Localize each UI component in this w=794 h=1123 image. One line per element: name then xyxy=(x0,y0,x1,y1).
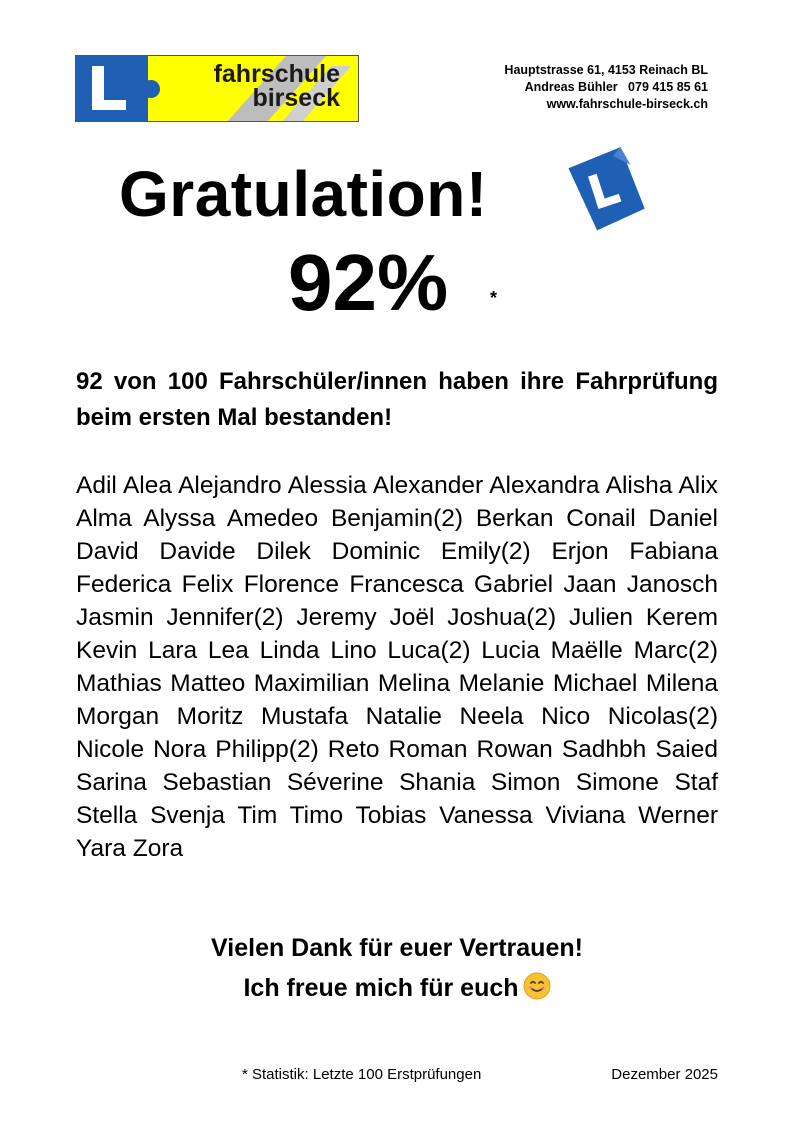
smiling-face-icon xyxy=(523,972,551,1000)
graduate-name: Matteo xyxy=(170,670,246,697)
graduate-name: Linda xyxy=(259,637,320,664)
graduate-name: Morgan xyxy=(76,703,160,730)
graduate-name: Maëlle xyxy=(550,637,623,664)
graduate-name: Janosch xyxy=(626,571,719,598)
graduate-name: Marc(2) xyxy=(633,637,718,664)
graduate-name: Rowan xyxy=(476,736,553,763)
graduate-name: Daniel xyxy=(648,505,718,532)
graduate-name: Lea xyxy=(207,637,249,664)
graduate-name: Timo xyxy=(289,802,344,829)
contact-block xyxy=(504,62,708,113)
graduate-name: Lara xyxy=(148,637,198,664)
logo xyxy=(75,55,359,122)
graduate-name: Erjon xyxy=(551,538,609,565)
graduate-name: Jaan xyxy=(563,571,617,598)
graduate-name: Jeremy xyxy=(296,604,377,631)
graduate-name: Simone xyxy=(575,769,659,796)
graduate-name: Svenja xyxy=(150,802,225,829)
graduate-name: Emily(2) xyxy=(440,538,531,565)
logo-line-1: fahrschule xyxy=(213,60,340,88)
statistic-footnote: * Statistik: Letzte 100 Erstprüfungen xyxy=(242,1066,482,1083)
graduate-name: Tim xyxy=(237,802,278,829)
graduate-name: Davide xyxy=(159,538,236,565)
graduate-name: Nicole xyxy=(76,736,145,763)
graduate-name: Florence xyxy=(243,571,340,598)
graduate-name: Sadhbh xyxy=(561,736,647,763)
page-title: Gratulation! xyxy=(119,158,488,230)
graduate-name: David xyxy=(76,538,139,565)
graduate-name: Nico xyxy=(541,703,591,730)
graduate-name: Sebastian xyxy=(162,769,272,796)
logo-line-2: birseck xyxy=(252,84,340,112)
graduate-name: Alix xyxy=(678,472,718,499)
graduate-name: Jasmin xyxy=(76,604,154,631)
graduate-name: Benjamin(2) xyxy=(330,505,464,532)
success-statement: 92 von 100 Fahrschüler/innen haben ihre Fahrprüfung beim ersten Mal bestanden! xyxy=(76,368,718,431)
graduate-name: Julien xyxy=(569,604,634,631)
graduate-name: Nicolas(2) xyxy=(607,703,718,730)
graduate-name: Roman xyxy=(388,736,468,763)
success-rate-asterisk: * xyxy=(490,288,498,308)
graduate-name: Séverine xyxy=(286,769,384,796)
graduate-name: Alexander xyxy=(372,472,484,499)
graduate-name: Federica xyxy=(76,571,172,598)
graduate-name: Mustafa xyxy=(260,703,349,730)
thanks-line-1: Vielen Dank für euer Vertrauen! xyxy=(211,934,583,962)
graduate-name: Saied xyxy=(655,736,718,763)
graduate-name: Zora xyxy=(132,835,184,862)
graduate-name: Joshua(2) xyxy=(447,604,557,631)
contact-address: Hauptstrasse 61, 4153 Reinach BL xyxy=(504,63,708,77)
graduate-name: Stella xyxy=(76,802,138,829)
graduate-name: Staf xyxy=(674,769,719,796)
learner-plate-l-icon xyxy=(563,140,647,240)
graduate-name: Kerem xyxy=(645,604,719,631)
graduate-name: Felix xyxy=(181,571,234,598)
graduate-name: Conail xyxy=(566,505,636,532)
contact-website: www.fahrschule-birseck.ch xyxy=(546,97,708,111)
graduate-name: Dominic xyxy=(331,538,421,565)
graduate-name: Viviana xyxy=(545,802,626,829)
logo-wordmark xyxy=(180,62,340,110)
graduate-name: Berkan xyxy=(475,505,554,532)
graduate-name: Alisha xyxy=(605,472,673,499)
graduate-name: Alea xyxy=(122,472,172,499)
graduate-name: Werner xyxy=(638,802,719,829)
graduate-name: Lino xyxy=(330,637,377,664)
graduate-name: Luca(2) xyxy=(387,637,471,664)
graduate-name: Kevin xyxy=(76,637,138,664)
graduate-name: Neela xyxy=(459,703,524,730)
graduate-name: Alexandra xyxy=(489,472,600,499)
graduate-name: Shania xyxy=(399,769,476,796)
thanks-line-2-row xyxy=(0,968,794,1008)
graduate-name: Michael xyxy=(552,670,638,697)
graduate-name: Milena xyxy=(645,670,719,697)
graduate-name: Amedeo xyxy=(226,505,319,532)
graduate-name: Melina xyxy=(377,670,451,697)
graduate-name: Lucia xyxy=(481,637,540,664)
graduate-name: Moritz xyxy=(176,703,244,730)
graduate-name: Fabiana xyxy=(629,538,718,565)
graduate-name: Simon xyxy=(490,769,561,796)
graduate-name: Philipp(2) xyxy=(215,736,319,763)
issue-date: Dezember 2025 xyxy=(611,1066,718,1083)
thanks-line-2: Ich freue mich für euch xyxy=(243,974,519,1002)
graduate-name: Alma xyxy=(76,505,132,532)
graduate-name: Nora xyxy=(153,736,207,763)
graduate-name: Jennifer(2) xyxy=(166,604,284,631)
graduate-name: Adil xyxy=(76,472,117,499)
graduate-name: Vanessa xyxy=(439,802,533,829)
graduate-name: Dilek xyxy=(256,538,311,565)
graduate-name: Alejandro xyxy=(178,472,282,499)
graduate-name: Tobias xyxy=(355,802,427,829)
graduate-name: Alessia xyxy=(287,472,367,499)
graduate-name: Yara xyxy=(76,835,126,862)
graduate-name: Maximilian xyxy=(253,670,370,697)
graduate-name: Joël xyxy=(389,604,435,631)
graduate-name: Reto xyxy=(327,736,380,763)
graduate-name: Alyssa xyxy=(143,505,216,532)
thanks-block xyxy=(0,928,794,1008)
success-rate: 92% xyxy=(288,238,449,327)
graduate-name: Gabriel xyxy=(474,571,554,598)
graduate-name: Melanie xyxy=(458,670,545,697)
graduate-names xyxy=(76,469,718,865)
graduate-name: Mathias xyxy=(76,670,162,697)
graduate-name: Sarina xyxy=(76,769,147,796)
graduate-name: Natalie xyxy=(365,703,442,730)
graduate-name: Francesca xyxy=(349,571,464,598)
contact-name-phone: Andreas Bühler 079 415 85 61 xyxy=(524,80,708,94)
